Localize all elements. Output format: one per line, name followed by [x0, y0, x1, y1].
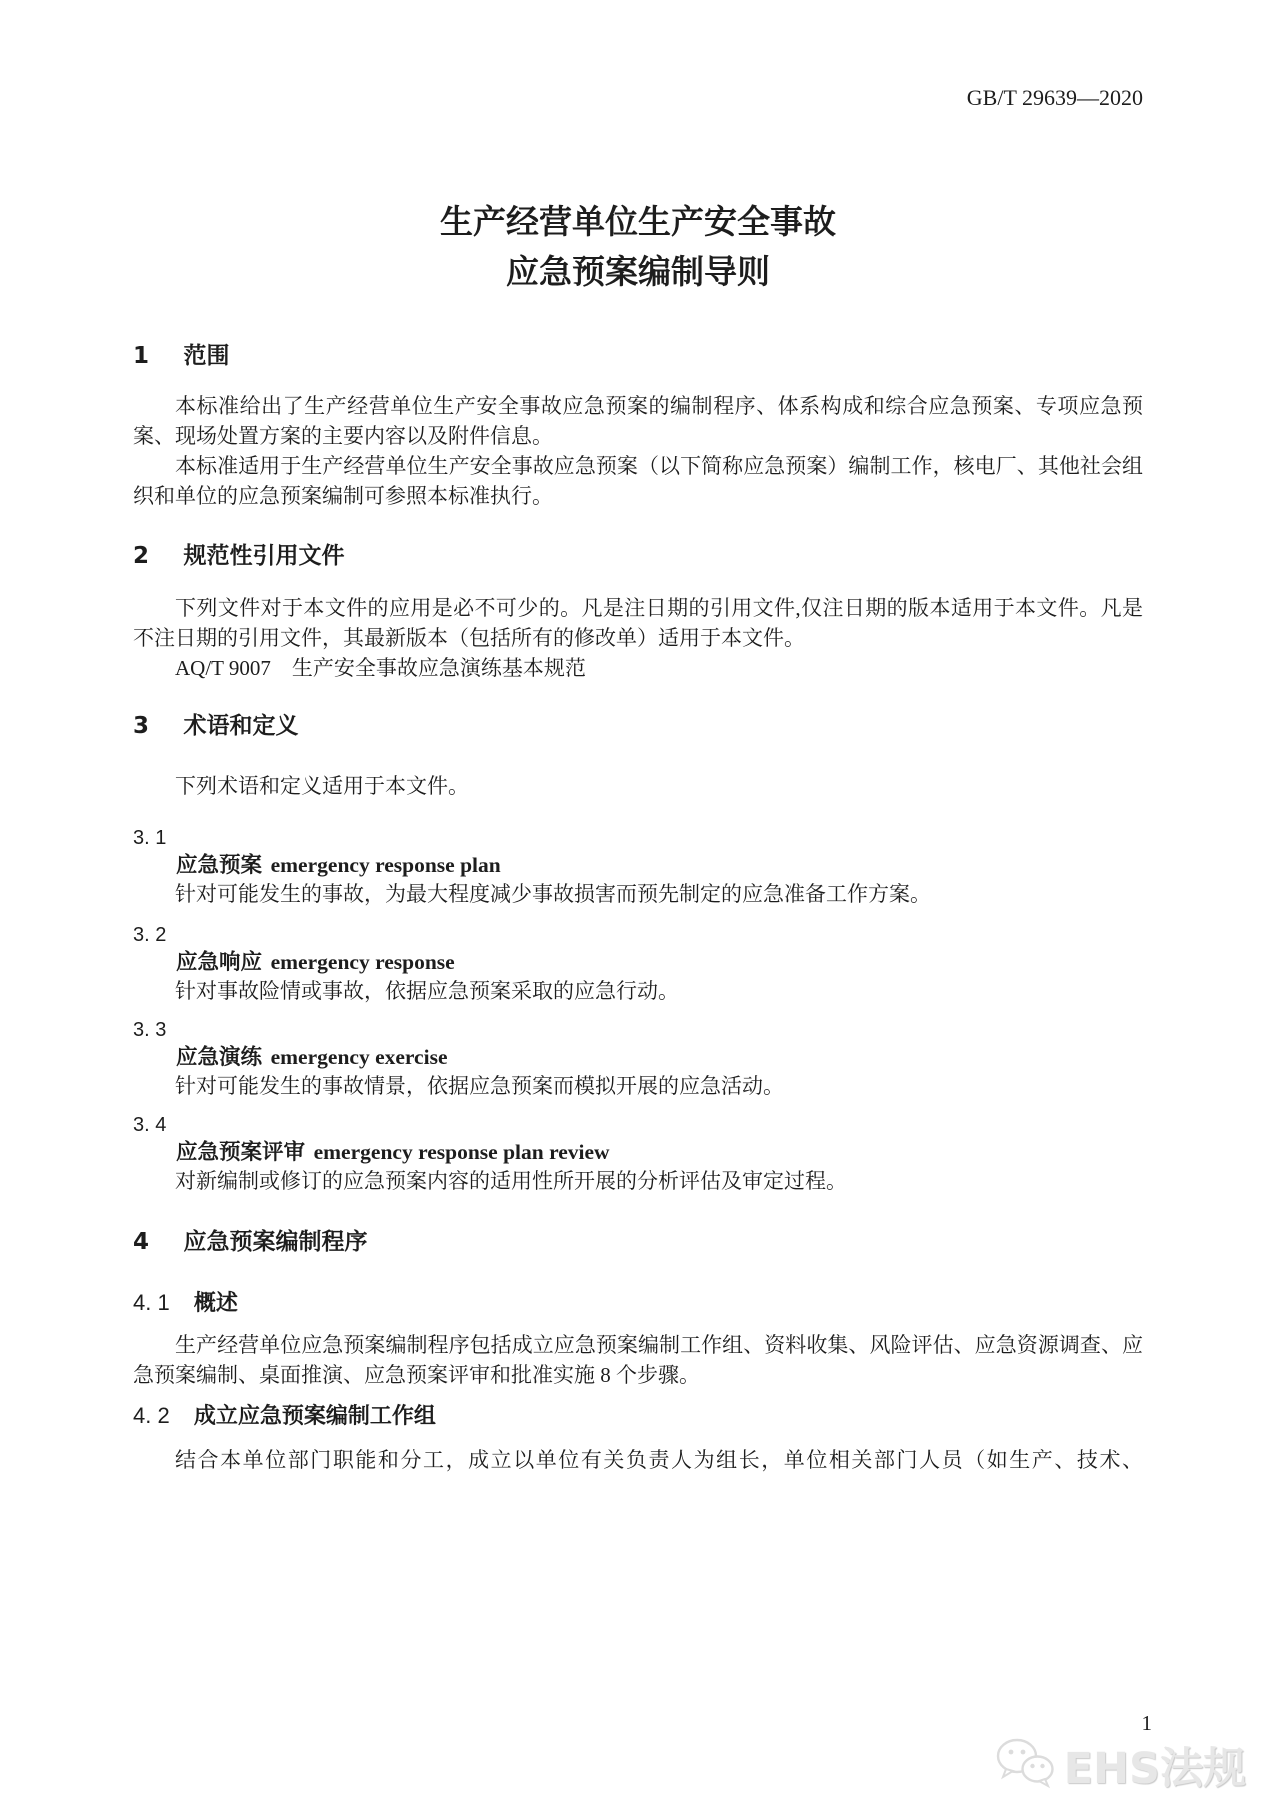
term-3-3-english: emergency exercise: [270, 1045, 448, 1069]
section-3-title: 术语和定义: [183, 713, 299, 739]
section-3-intro: 下列术语和定义适用于本文件。: [175, 774, 469, 798]
section-4-number: 4: [133, 1229, 150, 1255]
document-title-line2: 应急预案编制导则: [506, 252, 770, 291]
term-3-4-english: emergency response plan review: [313, 1140, 610, 1164]
section-4-2-number: 4. 2: [133, 1403, 170, 1428]
term-3-4-number: 3. 4: [133, 1114, 167, 1136]
section-3-heading: [133, 711, 1143, 741]
term-3-1-english: emergency response plan: [270, 853, 501, 877]
term-3-4-title: [133, 1138, 1143, 1167]
section-4-2-paragraph: 结合本单位部门职能和分工，成立以单位有关负责人为组长，单位相关部门人员（如生产、技术、: [175, 1448, 1143, 1472]
section-1-title: 范围: [183, 343, 230, 369]
section-1-number: 1: [133, 343, 150, 369]
page-number: 1: [1141, 1711, 1152, 1735]
section-2-title: 规范性引用文件: [183, 543, 345, 569]
document-title: [133, 197, 1143, 297]
term-3-2-chinese: 应急响应: [176, 950, 263, 975]
watermark: [994, 1736, 1246, 1801]
term-3-3-title: [133, 1043, 1143, 1072]
section-4-2-title: 成立应急预案编制工作组: [193, 1404, 436, 1429]
section-2-heading: [133, 541, 1143, 571]
document-title-line1: 生产经营单位生产安全事故: [440, 202, 836, 241]
term-3-1-definition: 针对可能发生的事故，为最大程度减少事故损害而预先制定的应急准备工作方案。: [175, 882, 931, 906]
standard-code: GB/T 29639—2020: [966, 85, 1143, 110]
term-3-2-definition: 针对事故险情或事故，依据应急预案采取的应急行动。: [175, 979, 679, 1003]
section-1-heading: [133, 341, 1143, 371]
section-2-paragraph-1: 下列文件对于本文件的应用是必不可少的。凡是注日期的引用文件,仅注日期的版本适用于本文件。凡是不注日期的引用文件，其最新版本（包括所有的修改单）适用于本文件。: [133, 596, 1143, 650]
term-3-1-chinese: 应急预案: [176, 853, 263, 878]
normative-reference: AQ/T 9007 生产安全事故应急演练基本规范: [175, 656, 586, 680]
term-3-3-chinese: 应急演练: [176, 1045, 263, 1070]
section-2-number: 2: [133, 543, 150, 569]
watermark-text: EHS法规: [1063, 1743, 1246, 1794]
section-4-heading: [133, 1227, 1143, 1257]
term-3-1-number: 3. 1: [133, 827, 167, 849]
section-1-paragraph-1: 本标准给出了生产经营单位生产安全事故应急预案的编制程序、体系构成和综合应急预案、专项应急预案、现场处置方案的主要内容以及附件信息。: [133, 394, 1143, 448]
term-3-2-english: emergency response: [270, 950, 455, 974]
section-4-1-number: 4. 1: [133, 1290, 170, 1315]
section-4-title: 应急预案编制程序: [183, 1229, 368, 1255]
section-4-1-heading: [133, 1289, 1143, 1318]
section-1-paragraph-2: 本标准适用于生产经营单位生产安全事故应急预案（以下简称应急预案）编制工作，核电厂、其他社会组织和单位的应急预案编制可参照本标准执行。: [133, 454, 1143, 508]
term-3-2-title: [133, 948, 1143, 977]
wechat-icon: [994, 1736, 1064, 1801]
section-4-1-paragraph: 生产经营单位应急预案编制程序包括成立应急预案编制工作组、资料收集、风险评估、应急资源调查、应急预案编制、桌面推演、应急预案评审和批准实施 8 个步骤。: [133, 1333, 1143, 1387]
term-3-4-chinese: 应急预案评审: [176, 1140, 306, 1165]
term-3-3-number: 3. 3: [133, 1019, 167, 1041]
term-3-2-number: 3. 2: [133, 924, 167, 946]
term-3-3-definition: 针对可能发生的事故情景，依据应急预案而模拟开展的应急活动。: [175, 1074, 784, 1098]
section-4-1-title: 概述: [193, 1291, 238, 1316]
page-content: [133, 0, 1143, 1475]
term-3-1-title: [133, 851, 1143, 880]
term-3-4-definition: 对新编制或修订的应急预案内容的适用性所开展的分析评估及审定过程。: [175, 1169, 847, 1193]
section-4-2-heading: [133, 1402, 1143, 1431]
section-3-number: 3: [133, 713, 150, 739]
